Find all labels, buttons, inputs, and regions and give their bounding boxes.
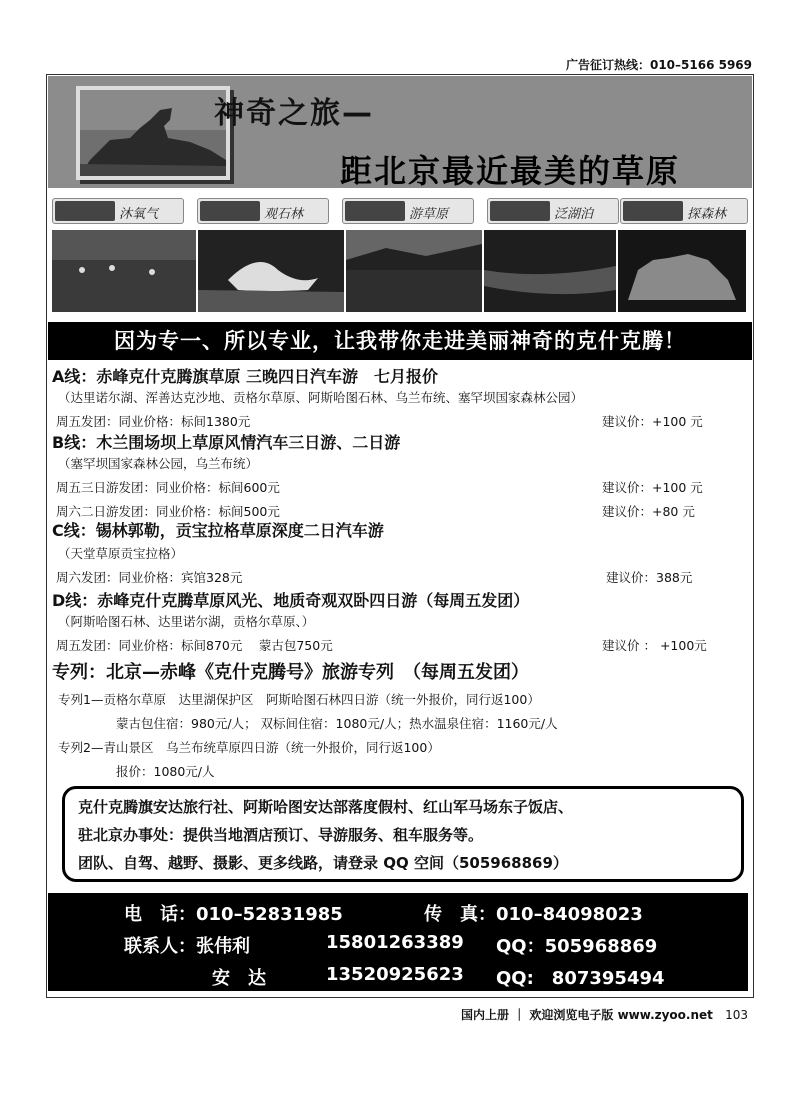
route-a-price: 周五发团：同业价格：标间1380元 — [56, 414, 251, 429]
contact-person-1-phone: 15801263389 — [326, 932, 464, 953]
agency-line-1: 克什克腾旗安达旅行社、阿斯哈图安达部落度假村、红山军马场东子饭店、 — [78, 798, 574, 816]
rock-formation-photo — [76, 86, 230, 180]
page-footer — [461, 1006, 748, 1023]
route-b-price-1: 周五三日游发团：同业价格：标间600元 — [56, 480, 280, 495]
contact-person-1-qq: QQ：505968869 — [496, 936, 658, 957]
landscape-thumb-icon — [55, 201, 115, 221]
route-c-price: 周六发团：同业价格：宾馆328元 — [56, 570, 243, 585]
feature-lake: 泛湖泊 — [487, 198, 619, 224]
contact-person-2-qq: QQ: 807395494 — [496, 968, 665, 989]
banner-title-2: 距北京最近最美的草原 — [340, 152, 681, 190]
route-d-suggest: 建议价 ： +100元 — [602, 638, 707, 653]
route-b-suggest-2: 建议价：+80 元 — [602, 504, 695, 519]
route-c-suggest: 建议价：388元 — [606, 570, 693, 585]
contact-person-2-phone: 13520925623 — [326, 964, 464, 985]
route-b-title: B线：木兰围场坝上草原风情汽车三日游、二日游 — [52, 433, 401, 452]
route-b-suggest-1: 建议价：+100 元 — [602, 480, 703, 495]
special-train-1: 专列1—贡格尔草原 达里湖保护区 阿斯哈图石林四日游（统一外报价，同行返100） — [58, 692, 540, 707]
phone-text: 电 话：010–52831985 — [124, 904, 343, 925]
route-a-suggest: 建议价：+100 元 — [602, 414, 703, 429]
grassland-thumb-icon — [345, 201, 405, 221]
contact-person-2: 安 达 — [212, 968, 266, 989]
photo-grassland-yurts — [52, 230, 196, 312]
agency-line-3: 团队、自驾、越野、摄影、更多线路，请登录 QQ 空间（505968869） — [78, 854, 568, 872]
route-c-title: C线：锡林郭勒，贡宝拉格草原深度二日汽车游 — [52, 521, 384, 540]
rock-thumb-icon — [200, 201, 260, 221]
agency-line-2: 驻北京办事处：提供当地酒店预订、导游服务、租车服务等。 — [78, 826, 484, 844]
route-d-places: （阿斯哈图石林、达里诺尔湖，贡格尔草原、） — [58, 614, 315, 629]
ad-hotline: 广告征订热线：010–5166 5969 — [565, 58, 752, 72]
route-b-places: （塞罕坝国家森林公园，乌兰布统） — [58, 456, 259, 471]
route-d-price: 周五发团：同业价格：标间870元 蒙古包750元 — [56, 638, 333, 653]
feature-stone-forest: 观石林 — [197, 198, 329, 224]
special-train-2: 专列2—青山景区 乌兰布统草原四日游（统一外报价，同行返100） — [58, 740, 440, 755]
photo-meadow — [346, 230, 482, 312]
photo-valley — [484, 230, 616, 312]
fax-text: 传 真：010–84098023 — [424, 904, 643, 925]
photo-swan — [198, 230, 344, 312]
banner-title-1: 神奇之旅— — [214, 96, 374, 131]
route-b-price-2: 周六二日游发团：同业价格：标间500元 — [56, 504, 280, 519]
route-c-places: （天堂草原贡宝拉格） — [58, 546, 184, 561]
feature-grassland: 游草原 — [342, 198, 474, 224]
slogan-banner: 因为专一、所以专业，让我带你走进美丽神奇的克什克腾！ — [48, 322, 752, 360]
footer-text: 国内上册 ｜ 欢迎浏览电子版 www.zyoo.net — [461, 1008, 713, 1022]
special-train-1-prices: 蒙古包住宿：980元/人； 双标间住宿：1080元/人；热水温泉住宿：1160元/人 — [116, 716, 558, 731]
special-train-title: 专列：北京—赤峰《克什克腾号》旅游专列 （每周五发团） — [52, 662, 529, 683]
lake-thumb-icon — [490, 201, 550, 221]
route-d-title: D线：赤峰克什克腾草原风光、地质奇观双卧四日游（每周五发团） — [52, 591, 530, 610]
feature-forest: 探森林 — [620, 198, 748, 224]
page-number: 103 — [725, 1008, 748, 1022]
route-a-places: （达里诺尔湖、浑善达克沙地、贡格尔草原、阿斯哈图石林、乌兰布统、塞罕坝国家森林公园） — [58, 390, 584, 405]
special-train-2-prices: 报价：1080元/人 — [116, 764, 215, 779]
feature-oxygen: 沐氧气 — [52, 198, 184, 224]
photo-rock-forest — [618, 230, 746, 312]
route-a-title: A线：赤峰克什克腾旗草原 三晚四日汽车游 七月报价 — [52, 367, 438, 386]
forest-thumb-icon — [623, 201, 683, 221]
contact-person-1: 联系人：张伟利 — [124, 936, 250, 957]
